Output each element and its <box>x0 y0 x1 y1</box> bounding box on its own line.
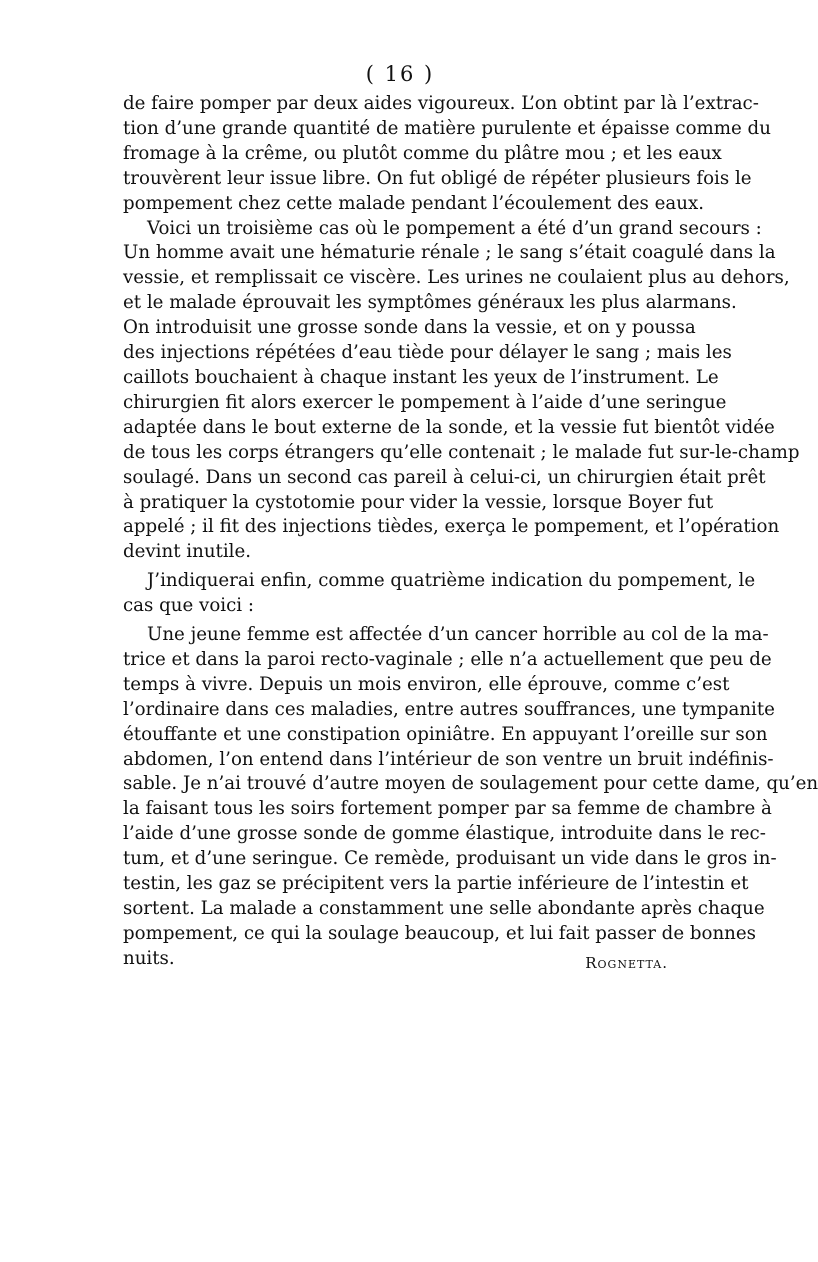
text-line: sable. Je n’ai trouvé d’autre moyen de soulagement pour cette dame, qu’en <box>123 773 818 795</box>
text-line: et le malade éprouvait les symptômes généraux les plus alarmans. <box>123 292 737 314</box>
text-line: sortent. La malade a constamment une selle abondante après chaque <box>123 898 765 919</box>
text-line: devint inutile. <box>123 541 252 563</box>
page-number: ( 16 ) <box>365 62 435 86</box>
text-line: des injections répétées d’eau tiède pour délayer le sang ; mais les <box>123 342 732 364</box>
text-line: à pratiquer la cystotomie pour vider la vessie, lorsque Boyer fut <box>123 491 714 513</box>
paragraph-3 <box>123 569 756 619</box>
text-line: chirurgien fit alors exercer le pompement à l’aide d’une seringue <box>123 391 727 413</box>
text-line: soulagé. Dans un second cas pareil à celui-ci, un chirurgien était prêt <box>123 466 766 488</box>
paragraph-4 <box>123 623 818 972</box>
text-line: de tous les corps étrangers qu’elle contenait ; le malade fut sur-le-champ <box>123 441 800 463</box>
text-line: de faire pomper par deux aides vigoureux. L’on obtint par là l’extrac- <box>123 93 759 114</box>
text-line: Un homme avait une hématurie rénale ; le sang s’était coagulé dans la <box>123 242 776 264</box>
text-line: la faisant tous les soirs fortement pomper par sa femme de chambre à <box>123 798 772 820</box>
text-line: l’aide d’une grosse sonde de gomme élastique, introduite dans le rec- <box>123 823 766 845</box>
text-line: tion d’une grande quantité de matière purulente et épaisse comme du <box>123 117 771 139</box>
text-line: trice et dans la paroi recto-vaginale ; elle n’a actuellement que peu de <box>123 648 772 670</box>
text-line: pompement, ce qui la soulage beaucoup, et lui fait passer de bonnes <box>123 922 756 944</box>
text-line: l’ordinaire dans ces maladies, entre autres souffrances, une tympanite <box>123 698 775 720</box>
text-line-with-signature <box>123 947 676 972</box>
text-line: étouffante et une constipation opiniâtre. En appuyant l’oreille sur son <box>123 723 768 745</box>
text-line: Voici un troisième cas où le pompement a été d’un grand secours : <box>147 217 762 239</box>
text-line: J’indiquerai enfin, comme quatrième indication du pompement, le <box>147 570 756 592</box>
text-line: appelé ; il fit des injections tièdes, exerça le pompement, et l’opération <box>123 516 780 538</box>
paragraph-2 <box>123 217 800 566</box>
text-line: fromage à la crême, ou plutôt comme du plâtre mou ; et les eaux <box>123 142 722 164</box>
text-line: testin, les gaz se précipitent vers la partie inférieure de l’intestin et <box>123 873 749 895</box>
text-line: tum, et d’une seringue. Ce remède, produisant un vide dans le gros in- <box>123 848 777 870</box>
text-line: temps à vivre. Depuis un mois environ, elle éprouve, comme c’est <box>123 673 730 695</box>
text-line: adaptée dans le bout externe de la sonde, et la vessie fut bientôt vidée <box>123 416 775 438</box>
text-line: abdomen, l’on entend dans l’intérieur de son ventre un bruit indéfinis- <box>123 748 774 770</box>
text-line: cas que voici : <box>123 595 254 617</box>
text-line: nuits. <box>123 947 175 969</box>
text-line: vessie, et remplissait ce viscère. Les urines ne coulaient plus au dehors, <box>123 267 790 289</box>
text-line: Une jeune femme est affectée d’un cancer horrible au col de la ma- <box>147 624 769 646</box>
author-signature: Rognetta. <box>585 953 668 972</box>
text-line: trouvèrent leur issue libre. On fut obligé de répéter plusieurs fois le <box>123 167 752 189</box>
paragraph-1 <box>123 92 771 217</box>
text-line: On introduisit une grosse sonde dans la vessie, et on y poussa <box>123 317 696 339</box>
body-text <box>123 92 818 972</box>
text-line: pompement chez cette malade pendant l’écoulement des eaux. <box>123 192 705 214</box>
text-line: caillots bouchaient à chaque instant les yeux de l’instrument. Le <box>123 366 719 388</box>
